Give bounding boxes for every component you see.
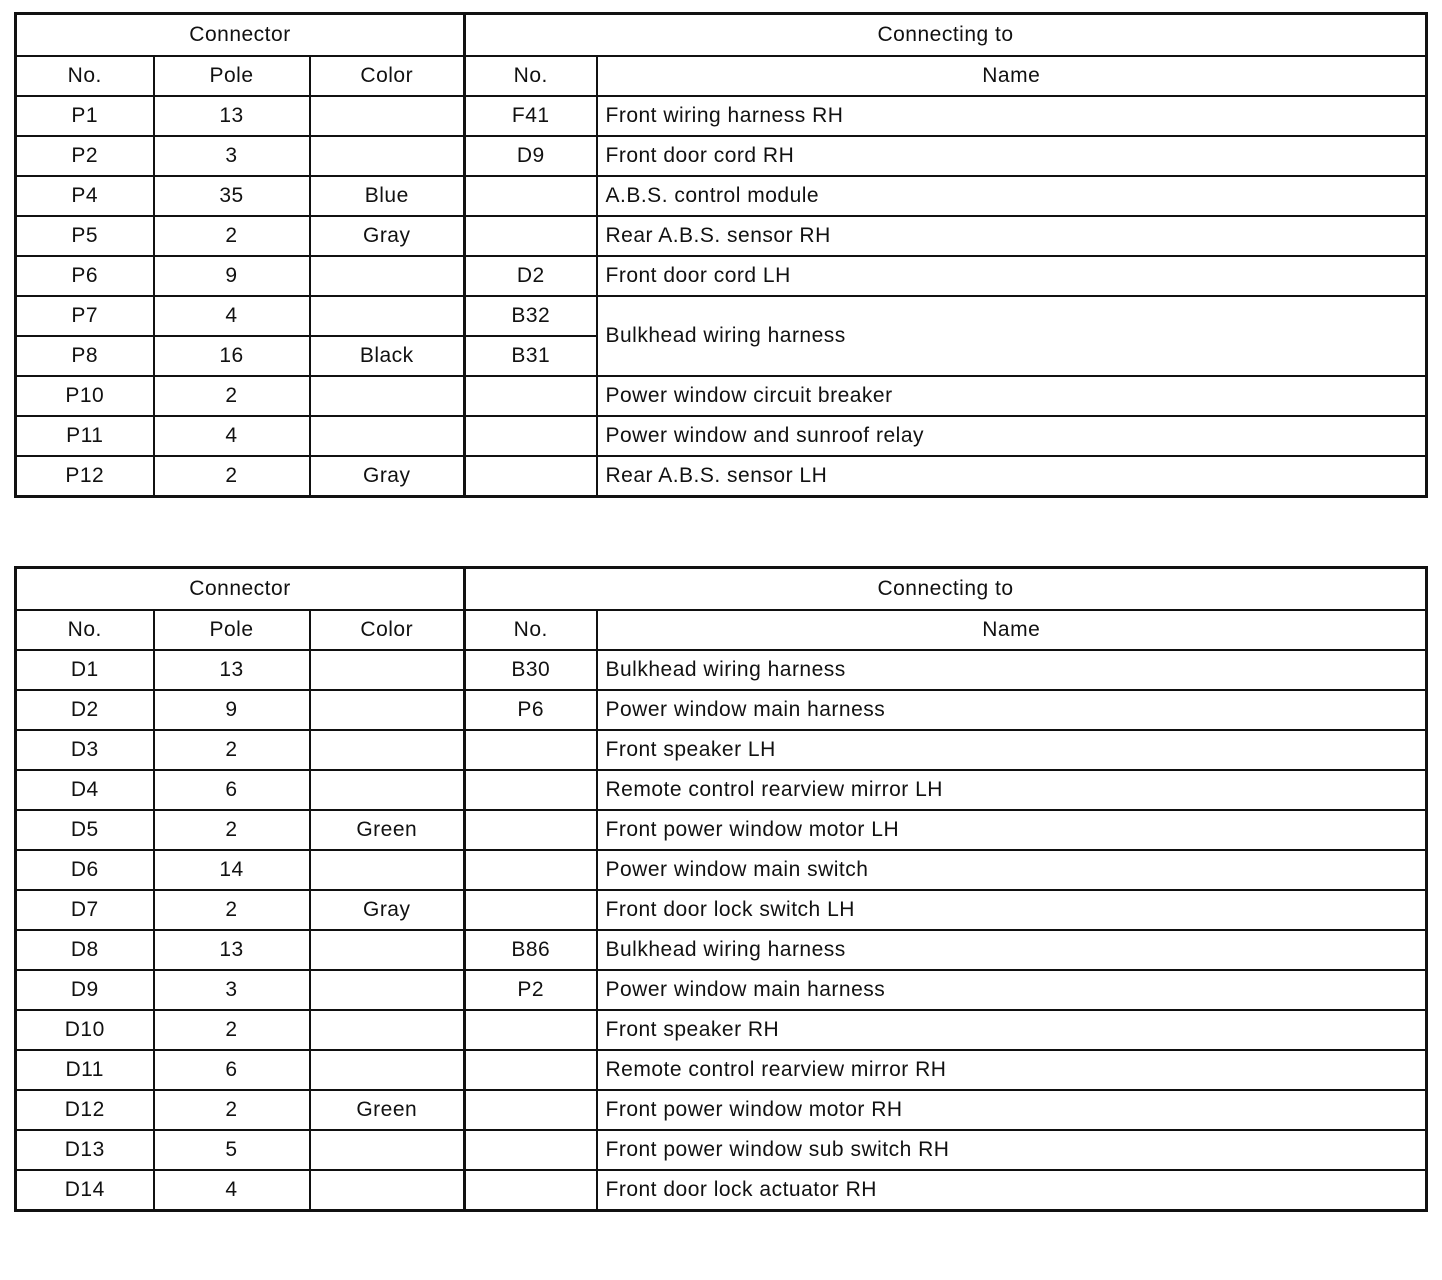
cell-name: Front wiring harness RH bbox=[597, 96, 1427, 136]
table-row bbox=[16, 930, 1427, 970]
cell-color bbox=[310, 770, 465, 810]
cell-no: P12 bbox=[16, 456, 154, 497]
cell-connecting-no: D2 bbox=[465, 256, 597, 296]
cell-no: D6 bbox=[16, 850, 154, 890]
cell-pole: 2 bbox=[154, 890, 310, 930]
table-row bbox=[16, 1050, 1427, 1090]
cell-pole: 9 bbox=[154, 690, 310, 730]
cell-color: Gray bbox=[310, 456, 465, 497]
cell-color bbox=[310, 1010, 465, 1050]
cell-pole: 4 bbox=[154, 1170, 310, 1211]
cell-connecting-no bbox=[465, 770, 597, 810]
cell-connecting-no: B86 bbox=[465, 930, 597, 970]
cell-connecting-no bbox=[465, 1130, 597, 1170]
cell-no: D2 bbox=[16, 690, 154, 730]
cell-name: Front power window motor LH bbox=[597, 810, 1427, 850]
cell-pole: 35 bbox=[154, 176, 310, 216]
cell-name: Front speaker RH bbox=[597, 1010, 1427, 1050]
table-row bbox=[16, 376, 1427, 416]
cell-color: Green bbox=[310, 1090, 465, 1130]
cell-color: Blue bbox=[310, 176, 465, 216]
cell-no: P4 bbox=[16, 176, 154, 216]
cell-no: D1 bbox=[16, 650, 154, 690]
connecting-to-group-header: Connecting to bbox=[465, 568, 1427, 611]
col-header-no: No. bbox=[16, 56, 154, 96]
table-row bbox=[16, 176, 1427, 216]
cell-color bbox=[310, 96, 465, 136]
cell-pole: 2 bbox=[154, 1090, 310, 1130]
cell-color bbox=[310, 850, 465, 890]
table-row bbox=[16, 416, 1427, 456]
table-row bbox=[16, 1170, 1427, 1211]
cell-name: Power window main harness bbox=[597, 970, 1427, 1010]
cell-connecting-no bbox=[465, 810, 597, 850]
table-row bbox=[16, 96, 1427, 136]
connector-group-header: Connector bbox=[16, 14, 465, 57]
cell-connecting-no bbox=[465, 1010, 597, 1050]
cell-color: Black bbox=[310, 336, 465, 376]
cell-color bbox=[310, 1050, 465, 1090]
cell-pole: 2 bbox=[154, 376, 310, 416]
table-row bbox=[16, 730, 1427, 770]
cell-no: D3 bbox=[16, 730, 154, 770]
connecting-to-group-header: Connecting to bbox=[465, 14, 1427, 57]
cell-name: Remote control rearview mirror LH bbox=[597, 770, 1427, 810]
cell-connecting-no bbox=[465, 730, 597, 770]
table-row bbox=[16, 770, 1427, 810]
cell-no: D9 bbox=[16, 970, 154, 1010]
cell-pole: 3 bbox=[154, 970, 310, 1010]
cell-no: D10 bbox=[16, 1010, 154, 1050]
cell-name: Remote control rearview mirror RH bbox=[597, 1050, 1427, 1090]
cell-connecting-no: P2 bbox=[465, 970, 597, 1010]
cell-pole: 14 bbox=[154, 850, 310, 890]
cell-connecting-no: B30 bbox=[465, 650, 597, 690]
column-header-row bbox=[16, 610, 1427, 650]
cell-name: Rear A.B.S. sensor LH bbox=[597, 456, 1427, 497]
cell-connecting-no bbox=[465, 850, 597, 890]
cell-color bbox=[310, 930, 465, 970]
cell-no: D12 bbox=[16, 1090, 154, 1130]
col-header-color: Color bbox=[310, 610, 465, 650]
cell-name: Front door lock actuator RH bbox=[597, 1170, 1427, 1211]
cell-name: Bulkhead wiring harness bbox=[597, 296, 1427, 376]
col-header-name: Name bbox=[597, 610, 1427, 650]
cell-color bbox=[310, 1130, 465, 1170]
cell-no: D11 bbox=[16, 1050, 154, 1090]
cell-name: Bulkhead wiring harness bbox=[597, 930, 1427, 970]
cell-connecting-no bbox=[465, 890, 597, 930]
cell-color bbox=[310, 1170, 465, 1211]
cell-no: D8 bbox=[16, 930, 154, 970]
connector-group-header: Connector bbox=[16, 568, 465, 611]
cell-connecting-no bbox=[465, 376, 597, 416]
cell-connecting-no: D9 bbox=[465, 136, 597, 176]
table-row bbox=[16, 690, 1427, 730]
cell-connecting-no: P6 bbox=[465, 690, 597, 730]
col-header-pole: Pole bbox=[154, 610, 310, 650]
cell-color bbox=[310, 256, 465, 296]
cell-connecting-no bbox=[465, 176, 597, 216]
cell-pole: 2 bbox=[154, 456, 310, 497]
cell-name: Front door cord RH bbox=[597, 136, 1427, 176]
cell-pole: 16 bbox=[154, 336, 310, 376]
col-header-pole: Pole bbox=[154, 56, 310, 96]
cell-color: Gray bbox=[310, 216, 465, 256]
col-header-name: Name bbox=[597, 56, 1427, 96]
table-row bbox=[16, 1090, 1427, 1130]
table-row bbox=[16, 810, 1427, 850]
cell-connecting-no bbox=[465, 456, 597, 497]
cell-connecting-no: B32 bbox=[465, 296, 597, 336]
table-row bbox=[16, 136, 1427, 176]
cell-color bbox=[310, 376, 465, 416]
cell-connecting-no bbox=[465, 416, 597, 456]
cell-no: D14 bbox=[16, 1170, 154, 1211]
cell-no: P7 bbox=[16, 296, 154, 336]
cell-name: Front speaker LH bbox=[597, 730, 1427, 770]
cell-pole: 4 bbox=[154, 416, 310, 456]
table-row bbox=[16, 1010, 1427, 1050]
cell-no: D13 bbox=[16, 1130, 154, 1170]
cell-pole: 4 bbox=[154, 296, 310, 336]
table-row bbox=[16, 296, 1427, 336]
cell-no: P6 bbox=[16, 256, 154, 296]
cell-pole: 6 bbox=[154, 1050, 310, 1090]
cell-name: Front door cord LH bbox=[597, 256, 1427, 296]
cell-name: Front power window sub switch RH bbox=[597, 1130, 1427, 1170]
connector-table-p bbox=[14, 12, 1428, 498]
cell-pole: 13 bbox=[154, 650, 310, 690]
cell-pole: 3 bbox=[154, 136, 310, 176]
cell-name: Front power window motor RH bbox=[597, 1090, 1427, 1130]
table-row bbox=[16, 456, 1427, 497]
cell-pole: 2 bbox=[154, 1010, 310, 1050]
col-header-connecting-no: No. bbox=[465, 610, 597, 650]
cell-no: P11 bbox=[16, 416, 154, 456]
cell-name: Power window circuit breaker bbox=[597, 376, 1427, 416]
cell-color bbox=[310, 690, 465, 730]
col-header-color: Color bbox=[310, 56, 465, 96]
cell-name: Power window main switch bbox=[597, 850, 1427, 890]
cell-no: D7 bbox=[16, 890, 154, 930]
col-header-connecting-no: No. bbox=[465, 56, 597, 96]
cell-color bbox=[310, 730, 465, 770]
cell-pole: 2 bbox=[154, 730, 310, 770]
cell-no: D4 bbox=[16, 770, 154, 810]
table-row bbox=[16, 970, 1427, 1010]
cell-pole: 6 bbox=[154, 770, 310, 810]
table-row bbox=[16, 890, 1427, 930]
cell-pole: 13 bbox=[154, 930, 310, 970]
cell-name: Rear A.B.S. sensor RH bbox=[597, 216, 1427, 256]
cell-connecting-no: B31 bbox=[465, 336, 597, 376]
table-row bbox=[16, 1130, 1427, 1170]
cell-name: Front door lock switch LH bbox=[597, 890, 1427, 930]
cell-connecting-no bbox=[465, 1090, 597, 1130]
cell-pole: 2 bbox=[154, 216, 310, 256]
cell-color bbox=[310, 970, 465, 1010]
cell-no: P8 bbox=[16, 336, 154, 376]
cell-no: P1 bbox=[16, 96, 154, 136]
cell-pole: 13 bbox=[154, 96, 310, 136]
cell-color bbox=[310, 296, 465, 336]
table-row bbox=[16, 850, 1427, 890]
cell-no: D5 bbox=[16, 810, 154, 850]
cell-color: Green bbox=[310, 810, 465, 850]
cell-pole: 9 bbox=[154, 256, 310, 296]
cell-color bbox=[310, 416, 465, 456]
cell-name: Power window main harness bbox=[597, 690, 1427, 730]
cell-name: A.B.S. control module bbox=[597, 176, 1427, 216]
cell-connecting-no bbox=[465, 1050, 597, 1090]
cell-name: Power window and sunroof relay bbox=[597, 416, 1427, 456]
cell-connecting-no: F41 bbox=[465, 96, 597, 136]
table-row bbox=[16, 216, 1427, 256]
connector-table-d bbox=[14, 566, 1428, 1212]
cell-name: Bulkhead wiring harness bbox=[597, 650, 1427, 690]
cell-pole: 5 bbox=[154, 1130, 310, 1170]
cell-color bbox=[310, 136, 465, 176]
cell-no: P10 bbox=[16, 376, 154, 416]
cell-pole: 2 bbox=[154, 810, 310, 850]
group-header-row bbox=[16, 14, 1427, 57]
cell-color bbox=[310, 650, 465, 690]
table-row bbox=[16, 650, 1427, 690]
cell-connecting-no bbox=[465, 216, 597, 256]
cell-color: Gray bbox=[310, 890, 465, 930]
cell-no: P5 bbox=[16, 216, 154, 256]
table-row bbox=[16, 256, 1427, 296]
cell-connecting-no bbox=[465, 1170, 597, 1211]
column-header-row bbox=[16, 56, 1427, 96]
col-header-no: No. bbox=[16, 610, 154, 650]
group-header-row bbox=[16, 568, 1427, 611]
cell-no: P2 bbox=[16, 136, 154, 176]
